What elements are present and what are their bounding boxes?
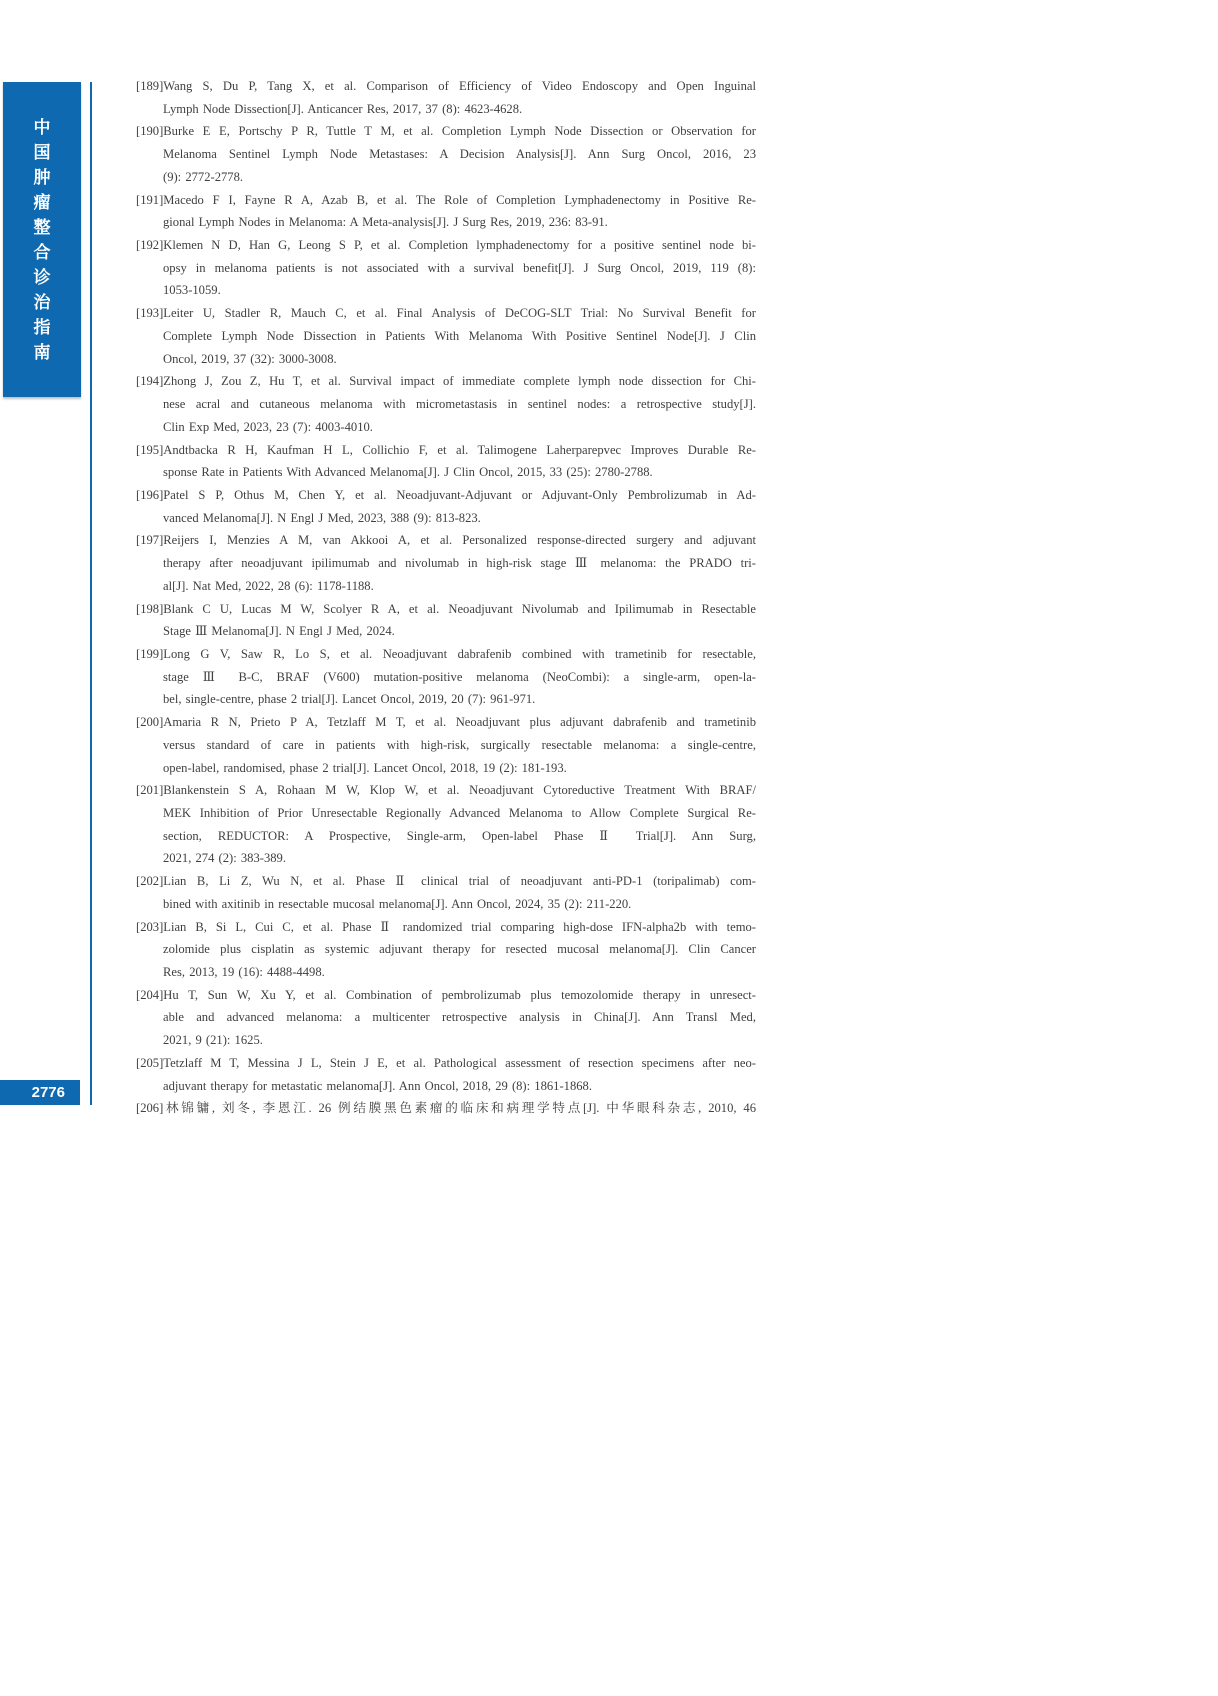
reference-line: MEK Inhibition of Prior Unresectable Regionally Advanced Melanoma to Allow Complete Surgical Re- [163,806,756,820]
reference-line: 2021, 9 (21): 1625. [163,1033,263,1048]
reference-line: [197]Reijers I, Menzies A M, van Akkooi A, et al. Personalized response-directed surgery and adjuvant [136,533,756,548]
sidebar-vertical-banner [3,82,81,397]
reference-line: [195]Andtbacka R H, Kaufman H L, Collichio F, et al. Talimogene Laherparepvec Improves Durable Re- [136,442,756,457]
reference-line: open-label, randomised, phase 2 trial[J]. Lancet Oncol, 2018, 19 (2): 181-193. [163,760,567,775]
sidebar-title-char: 南 [33,342,51,362]
reference-line: al[J]. Nat Med, 2022, 28 (6): 1178-1188. [163,578,374,593]
reference-line: (9): 2772-2778. [163,169,244,184]
reference-line: 2021, 274 (2): 383-389. [163,851,286,866]
reference-line: opsy in melanoma patients is not associated with a survival benefit[J]. J Surg Oncol, 2019, 119 (8): [163,260,756,275]
reference-line: vanced Melanoma[J]. N Engl J Med, 2023, 388 (9): 813-823. [163,510,481,525]
reference-line: [203]Lian B, Si L, Cui C, et al. Phase Ⅱ randomized trial comparing high-dose IFN-alpha2b with temo- [136,919,756,934]
vertical-rule [90,82,92,1105]
reference-line: [200]Amaria R N, Prieto P A, Tetzlaff M T, et al. Neoadjuvant plus adjuvant dabrafenib and trametinib [136,715,756,730]
reference-line: Melanoma Sentinel Lymph Node Metastases: A Decision Analysis[J]. Ann Surg Oncol, 2016, 23 [163,147,756,162]
reference-line: [192]Klemen N D, Han G, Leong S P, et al. Completion lymphadenectomy for a positive sentinel node bi- [136,238,756,253]
reference-line: Oncol, 2019, 37 (32): 3000-3008. [163,351,337,366]
sidebar-title-char: 合 [33,242,51,262]
reference-line: nese acral and cutaneous melanoma with micrometastasis in sentinel nodes: a retrospective study[J]. [163,397,756,412]
reference-line: section, REDUCTOR: A Prospective, Single-arm, Open-label Phase Ⅱ Trial[J]. Ann Surg, [163,828,756,843]
page-number-badge [0,1080,80,1105]
reference-line: [201]Blankenstein S A, Rohaan M W, Klop W, et al. Neoadjuvant Cytoreductive Treatment With BRAF/ [136,783,756,798]
sidebar-title-char: 诊 [33,267,51,287]
reference-line: sponse Rate in Patients With Advanced Melanoma[J]. J Clin Oncol, 2015, 33 (25): 2780-2788. [163,465,653,480]
reference-line: able and advanced melanoma: a multicenter retrospective analysis in China[J]. Ann Transl Med, [163,1010,756,1025]
reference-line: [190]Burke E E, Portschy P R, Tuttle T M, et al. Completion Lymph Node Dissection or Observation for [136,124,756,139]
reference-line: [198]Blank C U, Lucas M W, Scolyer R A, et al. Neoadjuvant Nivolumab and Ipilimumab in Resectable [136,601,756,616]
reference-line: Stage Ⅲ Melanoma[J]. N Engl J Med, 2024. [163,624,395,639]
reference-line: therapy after neoadjuvant ipilimumab and nivolumab in high-risk stage Ⅲ melanoma: the PRADO tri- [163,556,756,571]
sidebar-title-char: 瘤 [33,192,51,212]
reference-line: Complete Lymph Node Dissection in Patients With Melanoma With Positive Sentinel Node[J]. J Clin [163,328,756,343]
reference-line: bined with axitinib in resectable mucosal melanoma[J]. Ann Oncol, 2024, 35 (2): 211-220. [163,896,632,911]
reference-list [136,75,756,1120]
reference-line: Clin Exp Med, 2023, 23 (7): 4003-4010. [163,419,373,434]
page-number: 2776 [31,1084,65,1101]
reference-line: 1053-1059. [163,283,221,298]
reference-line: [196]Patel S P, Othus M, Chen Y, et al. Neoadjuvant-Adjuvant or Adjuvant-Only Pembrolizumab in Ad- [136,487,756,502]
reference-line: bel, single-centre, phase 2 trial[J]. Lancet Oncol, 2019, 20 (7): 961-971. [163,692,536,707]
reference-line: [199]Long G V, Saw R, Lo S, et al. Neoadjuvant dabrafenib combined with trametinib for resectable, [136,646,756,661]
reference-line: stage Ⅲ B-C, BRAF (V600) mutation-positive melanoma (NeoCombi): a single-arm, open-la- [163,669,756,684]
reference-line: [205]Tetzlaff M T, Messina J L, Stein J E, et al. Pathological assessment of resection specimens after neo- [136,1055,756,1070]
reference-line: [206]林锦镛, 刘冬, 李恩江. 26 例结膜黑色素瘤的临床和病理学特点[J]. 中华眼科杂志, 2010, 46 [136,1101,756,1116]
reference-line: [193]Leiter U, Stadler R, Mauch C, et al. Final Analysis of DeCOG-SLT Trial: No Survival Benefit for [136,306,756,321]
reference-line: zolomide plus cisplatin as systemic adjuvant therapy for resected mucosal melanoma[J]. Clin Cancer [163,942,756,957]
reference-line: [189]Wang S, Du P, Tang X, et al. Comparison of Efficiency of Video Endoscopy and Open Inguinal [136,79,756,93]
sidebar-title-char: 中 [33,117,51,137]
sidebar-title-char: 整 [33,217,51,237]
reference-line: adjuvant therapy for metastatic melanoma[J]. Ann Oncol, 2018, 29 (8): 1861-1868. [163,1078,592,1093]
sidebar-title-char: 治 [33,292,51,312]
sidebar-title-char: 肿 [33,167,51,187]
reference-line: gional Lymph Nodes in Melanoma: A Meta-analysis[J]. J Surg Res, 2019, 236: 83-91. [163,215,608,230]
reference-line: [204]Hu T, Sun W, Xu Y, et al. Combination of pembrolizumab plus temozolomide therapy in unresect- [136,987,756,1002]
reference-line: Res, 2013, 19 (16): 4488-4498. [163,965,325,980]
reference-line: [202]Lian B, Li Z, Wu N, et al. Phase Ⅱ clinical trial of neoadjuvant anti-PD-1 (toripalimab) com- [136,874,756,889]
reference-line: Lymph Node Dissection[J]. Anticancer Res, 2017, 37 (8): 4623-4628. [163,101,523,116]
sidebar-title-char: 指 [33,317,51,337]
reference-line: [191]Macedo F I, Fayne R A, Azab B, et al. The Role of Completion Lymphadenectomy in Positive Re- [136,192,756,207]
reference-line: versus standard of care in patients with high-risk, surgically resectable melanoma: a single-centre, [163,737,756,752]
sidebar-title-char: 国 [33,142,51,162]
reference-line: [194]Zhong J, Zou Z, Hu T, et al. Survival impact of immediate complete lymph node dissection for Chi- [136,374,756,389]
